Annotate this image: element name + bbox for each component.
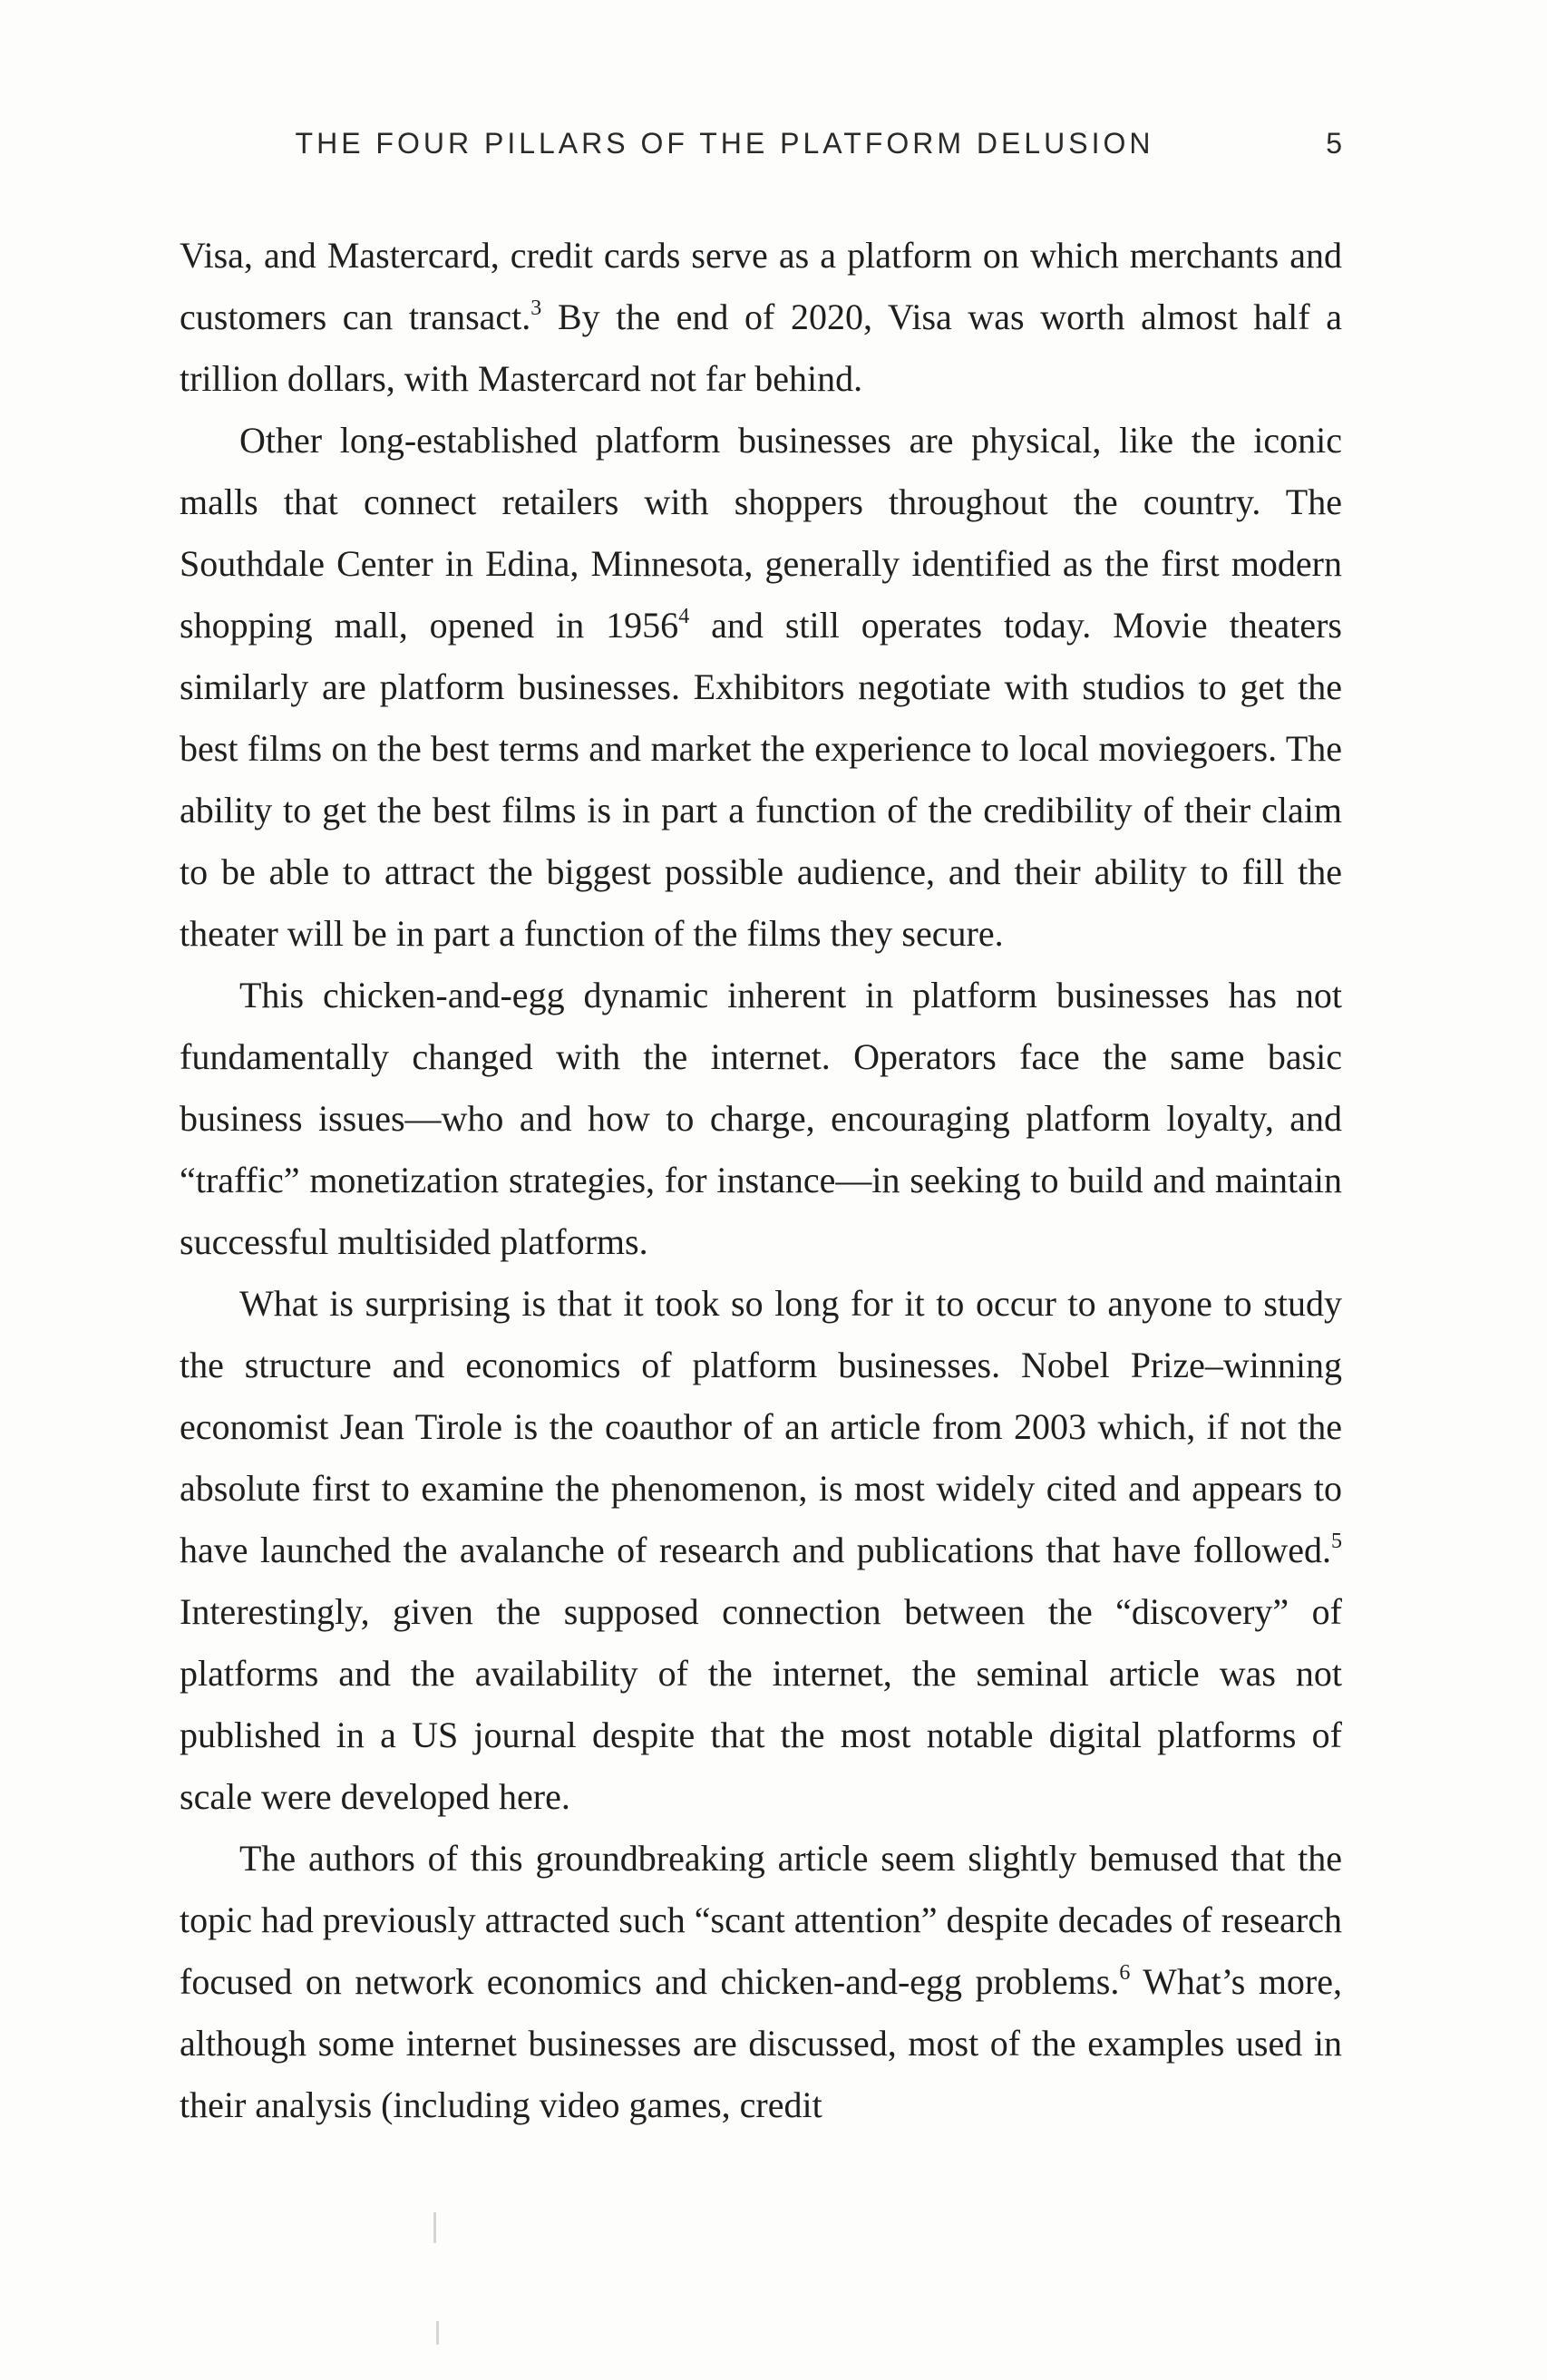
footnote-ref-6: 6 (1119, 1961, 1131, 1985)
paragraph-text: and still operates today. Movie theaters similarly are platform businesses. Exhibitors negotiate with studios to get the best films on the best terms and market the experience to local moviegoers. The ability to get the best films is in part a function of the credibility of their claim to be able to attract the biggest possible audience, and their ability to fill the theater will be in part a function of the films they secure. (180, 605, 1342, 954)
paragraph-text: What is surprising is that it took so long for it to occur to anyone to study the structure and economics of platform businesses. Nobel Prize–winning economist Jean Tirole is the coauthor of an article from 2003 which, if not the absolute first to examine the phenomenon, is most widely cited and appears to have launched the avalanche of research and publications that have followed. (180, 1283, 1342, 1570)
scan-artifact-mark (433, 2212, 436, 2243)
scan-artifact-mark (436, 2321, 439, 2345)
paragraph-text: This chicken-and-egg dynamic inherent in platform businesses has not fundamentally changed with the internet. Operators face the same basic business issues—who and how to charge, encouraging platform loyalty, and “traffic” monetization strategies, for instance—in seeking to build and maintain successful multisided platforms. (180, 975, 1342, 1262)
paragraph-chicken-and-egg (180, 965, 1342, 1273)
paragraph-text: Visa, and Mastercard, credit cards serve as a platform on which merchants and customers can transact. (180, 235, 1342, 337)
paragraph-tirole (180, 1273, 1342, 1828)
paragraph-text: What’s more, although some internet businesses are discussed, most of the examples used in their analysis (including video games, credit (180, 1961, 1342, 2125)
paragraph-malls-and-theaters (180, 410, 1342, 965)
paragraph-continued (180, 225, 1342, 410)
footnote-ref-3: 3 (530, 296, 542, 320)
paragraph-groundbreaking-article (180, 1828, 1342, 2136)
paragraph-text: Other long-established platform businesses are physical, like the iconic malls that connect retailers with shoppers throughout the country. The Southdale Center in Edina, Minnesota, generally identified as the first modern shopping mall, opened in 1956 (180, 420, 1342, 646)
paragraph-text: Interestingly, given the supposed connection between the “discovery” of platforms and the availability of the internet, the seminal article was not published in a US journal despite that the most notable digital platforms of scale were developed here. (180, 1591, 1342, 1817)
footnote-ref-5: 5 (1331, 1530, 1342, 1553)
running-head (180, 127, 1342, 169)
footnote-ref-4: 4 (678, 605, 690, 628)
running-title: THE FOUR PILLARS OF THE PLATFORM DELUSION (295, 127, 1154, 160)
paragraph-text: By the end of 2020, Visa was worth almost half a trillion dollars, with Mastercard not far behind. (180, 296, 1342, 399)
body-text (180, 225, 1342, 2136)
paragraph-text: The authors of this groundbreaking article seem slightly bemused that the topic had previously attracted such “scant attention” despite decades of research focused on network economics and chicken-and-egg problems. (180, 1838, 1342, 2002)
page-number: 5 (1326, 127, 1342, 160)
